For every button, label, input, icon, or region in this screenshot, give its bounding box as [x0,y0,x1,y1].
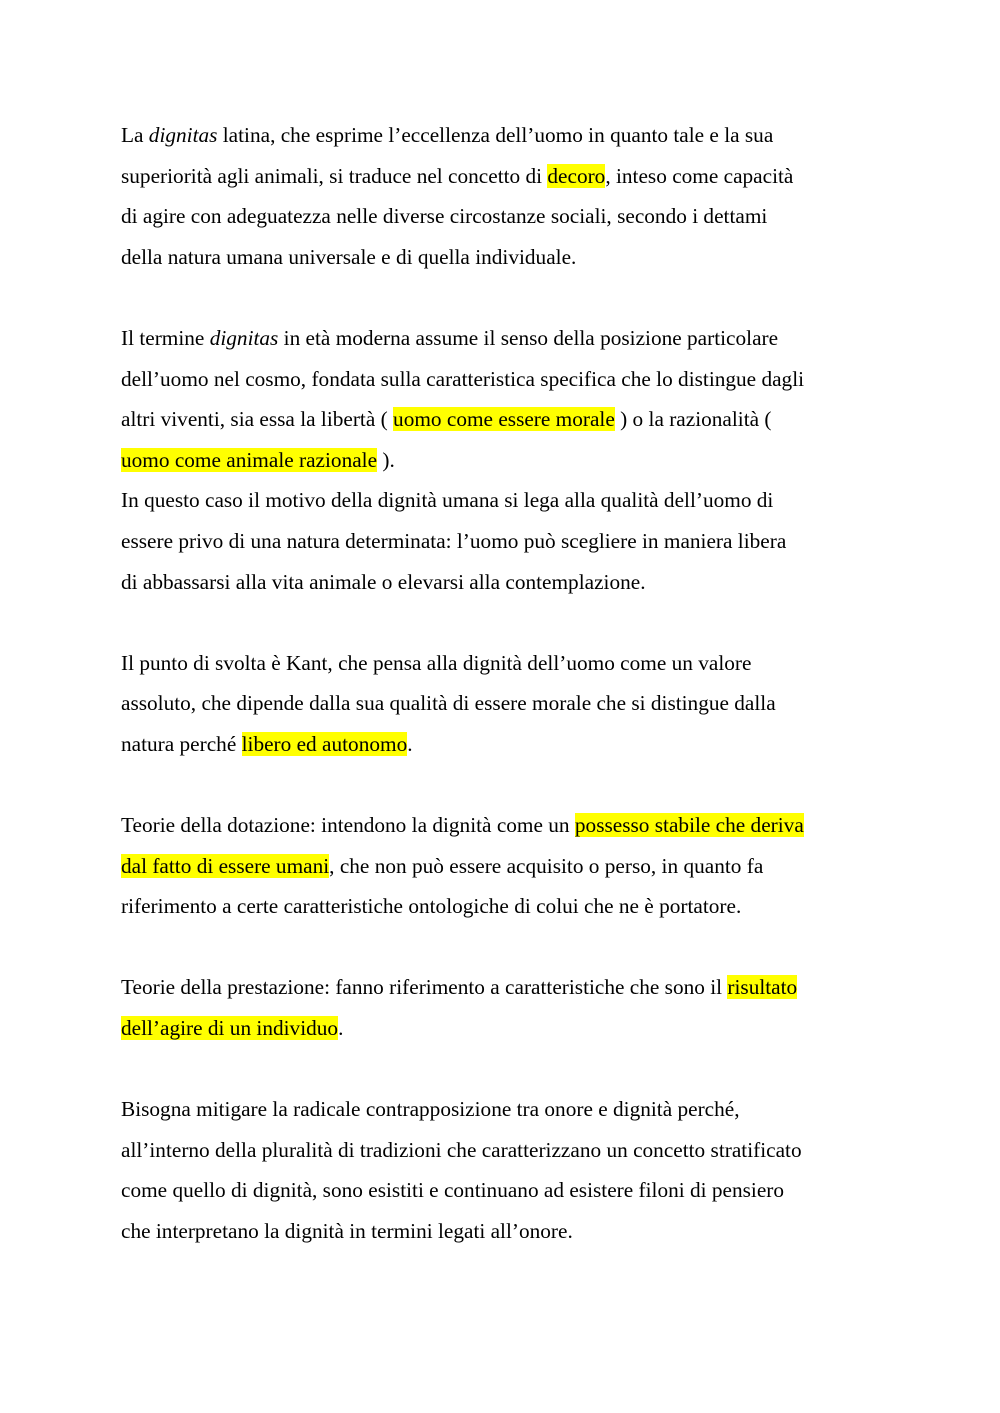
paragraph-teorie-prestazione [121,967,881,1048]
paragraph-gap [121,277,881,318]
text-run: . [338,1016,344,1041]
text-line [121,399,881,440]
document-page [121,115,881,1252]
text-run: latina, che esprime l’eccellenza dell’uomo in quanto tale e la sua [217,123,774,147]
text-line: dell’uomo nel cosmo, fondata sulla caratteristica specifica che lo distingue dagli [121,366,805,391]
text-line: che interpretano la dignità in termini legati all’onore. [121,1219,573,1244]
text-line [121,115,881,156]
text-line [121,846,881,887]
text-run: Teorie della dotazione: intendono la dignità come un [121,813,575,838]
text-line: della natura umana universale e di quella individuale. [121,244,577,269]
text-run: natura perché [121,731,242,756]
text-line: come quello di dignità, sono esistiti e continuano ad esistere filoni di pensiero [121,1178,785,1203]
text-run: ). [377,447,395,472]
text-line [121,318,881,359]
text-line: assoluto, che dipende dalla sua qualità di essere morale che si distingue dalla [121,691,776,716]
text-run: altri viventi, sia essa la libertà ( [121,407,394,432]
text-line [121,724,881,765]
paragraph-onore-dignita [121,1089,881,1251]
text-line [121,1008,881,1049]
paragraph-kant [121,643,881,765]
highlighted-text: libero ed autonomo [241,731,408,756]
text-line [121,156,881,197]
text-run: superiorità agli animali, si traduce nel concetto di [121,163,548,188]
text-line: all’interno della pluralità di tradizioni che caratterizzano un concetto stratificato [121,1137,802,1162]
highlighted-text: risultato [727,975,798,1000]
text-line: In questo caso il motivo della dignità umana si lega alla qualità dell’uomo di [121,488,774,513]
text-line: Il punto di svolta è Kant, che pensa alla dignità dell’uomo come un valore [121,650,752,675]
italic-term: dignitas [148,123,218,147]
text-line: riferimento a certe caratteristiche ontologiche di colui che ne è portatore. [121,894,742,919]
text-run: Teorie della prestazione: fanno riferimento a caratteristiche che sono il [121,975,728,1000]
paragraph-dignitas-latina [121,115,881,277]
text-run: in età moderna assume il senso della posizione particolare [278,325,779,350]
text-line: essere privo di una natura determinata: l’uomo può scegliere in maniera libera [121,528,787,553]
highlighted-text: dal fatto di essere umani [121,853,330,878]
italic-term: dignitas [209,325,279,350]
text-line: di agire con adeguatezza nelle diverse circostanze sociali, secondo i dettami [121,204,768,229]
paragraph-gap [121,602,881,643]
paragraph-gap [121,1049,881,1090]
highlighted-text: uomo come essere morale [393,407,615,432]
text-run: ) o la razionalità ( [614,407,772,432]
text-run: , inteso come capacità [605,163,794,188]
highlighted-text: decoro [547,163,606,188]
text-line [121,967,881,1008]
text-run: . [407,731,413,756]
text-run: , che non può essere acquisito o perso, in quanto fa [329,853,764,878]
text-run: La [121,123,149,147]
paragraph-teorie-dotazione [121,805,881,927]
highlighted-text: dell’agire di un individuo [121,1016,339,1041]
paragraph-gap [121,927,881,968]
text-run: Il termine [121,325,210,350]
text-line [121,440,881,481]
text-line: di abbassarsi alla vita animale o elevarsi alla contemplazione. [121,569,646,594]
paragraph-dignitas-moderna [121,318,881,602]
paragraph-gap [121,765,881,806]
text-line: Bisogna mitigare la radicale contrapposizione tra onore e dignità perché, [121,1097,740,1122]
highlighted-text: uomo come animale razionale [121,447,378,472]
highlighted-text: possesso stabile che deriva [574,813,804,838]
text-line [121,805,881,846]
